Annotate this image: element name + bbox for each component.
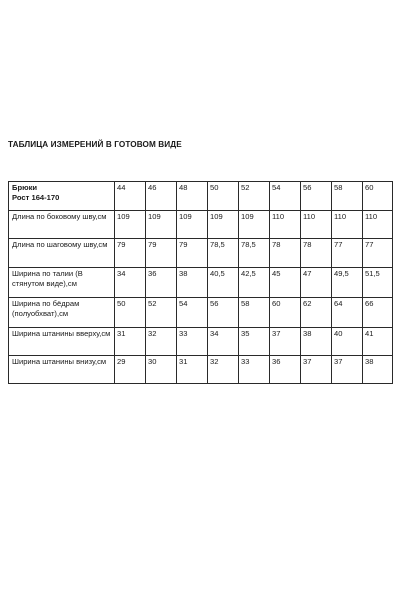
row-label: Ширина штанины вверху,см: [9, 328, 115, 356]
table-cell: 29: [115, 356, 146, 384]
table-cell: 77: [332, 239, 363, 268]
table-cell: 40: [332, 328, 363, 356]
table-cell: 35: [239, 328, 270, 356]
size-header: 58: [332, 182, 363, 211]
table-cell: 30: [146, 356, 177, 384]
table-cell: 78,5: [208, 239, 239, 268]
table-row: [9, 268, 393, 298]
size-header: 50: [208, 182, 239, 211]
size-header: 46: [146, 182, 177, 211]
table-cell: 33: [177, 328, 208, 356]
row-label: Длина по шаговому шву,см: [9, 239, 115, 268]
size-header: 52: [239, 182, 270, 211]
table-cell: 47: [301, 268, 332, 298]
header-label-cell: [9, 182, 115, 211]
table-cell: 109: [239, 211, 270, 239]
row-label: Длина по боковому шву,см: [9, 211, 115, 239]
table-cell: 79: [177, 239, 208, 268]
table-cell: 32: [208, 356, 239, 384]
table-cell: 77: [363, 239, 393, 268]
table-cell: 66: [363, 298, 393, 328]
table-cell: 110: [363, 211, 393, 239]
table-header-row: [9, 182, 393, 211]
table-cell: 110: [332, 211, 363, 239]
table-cell: 109: [177, 211, 208, 239]
table-cell: 33: [239, 356, 270, 384]
table-cell: 64: [332, 298, 363, 328]
table-cell: 38: [363, 356, 393, 384]
table-cell: 49,5: [332, 268, 363, 298]
table-cell: 78: [301, 239, 332, 268]
table-cell: 79: [115, 239, 146, 268]
size-header: 48: [177, 182, 208, 211]
table-row: [9, 328, 393, 356]
table-cell: 38: [177, 268, 208, 298]
size-chart-table: [8, 181, 393, 384]
table-cell: 45: [270, 268, 301, 298]
table-cell: 58: [239, 298, 270, 328]
table-cell: 51,5: [363, 268, 393, 298]
table-cell: 109: [115, 211, 146, 239]
table-cell: 37: [270, 328, 301, 356]
table-cell: 34: [208, 328, 239, 356]
table-cell: 34: [115, 268, 146, 298]
row-label: Ширина по бёдрам (полуобхват),см: [9, 298, 115, 328]
table-title: ТАБЛИЦА ИЗМЕРЕНИЙ В ГОТОВОМ ВИДЕ: [8, 140, 182, 149]
table-cell: 56: [208, 298, 239, 328]
table-cell: 31: [115, 328, 146, 356]
table-cell: 41: [363, 328, 393, 356]
table-cell: 109: [208, 211, 239, 239]
size-header: 54: [270, 182, 301, 211]
table-cell: 79: [146, 239, 177, 268]
table-cell: 50: [115, 298, 146, 328]
table-cell: 109: [146, 211, 177, 239]
table-row: [9, 239, 393, 268]
row-label: Ширина штанины внизу,см: [9, 356, 115, 384]
table-cell: 37: [332, 356, 363, 384]
table-cell: 37: [301, 356, 332, 384]
size-header: 44: [115, 182, 146, 211]
table-cell: 78,5: [239, 239, 270, 268]
table-cell: 42,5: [239, 268, 270, 298]
product-name: Брюки: [12, 183, 38, 192]
table-cell: 60: [270, 298, 301, 328]
table-cell: 54: [177, 298, 208, 328]
table-cell: 40,5: [208, 268, 239, 298]
table-cell: 110: [270, 211, 301, 239]
table-cell: 62: [301, 298, 332, 328]
size-header: 60: [363, 182, 393, 211]
table-cell: 36: [270, 356, 301, 384]
size-header: 56: [301, 182, 332, 211]
table-cell: 36: [146, 268, 177, 298]
table-cell: 31: [177, 356, 208, 384]
table-row: [9, 211, 393, 239]
table-row: [9, 298, 393, 328]
table-cell: 52: [146, 298, 177, 328]
height-range: Рост 164-170: [12, 192, 60, 202]
row-label: Ширина по талии (В стянутом виде),см: [9, 268, 115, 298]
table-cell: 32: [146, 328, 177, 356]
table-cell: 38: [301, 328, 332, 356]
table-cell: 78: [270, 239, 301, 268]
table-row: [9, 356, 393, 384]
table-cell: 110: [301, 211, 332, 239]
